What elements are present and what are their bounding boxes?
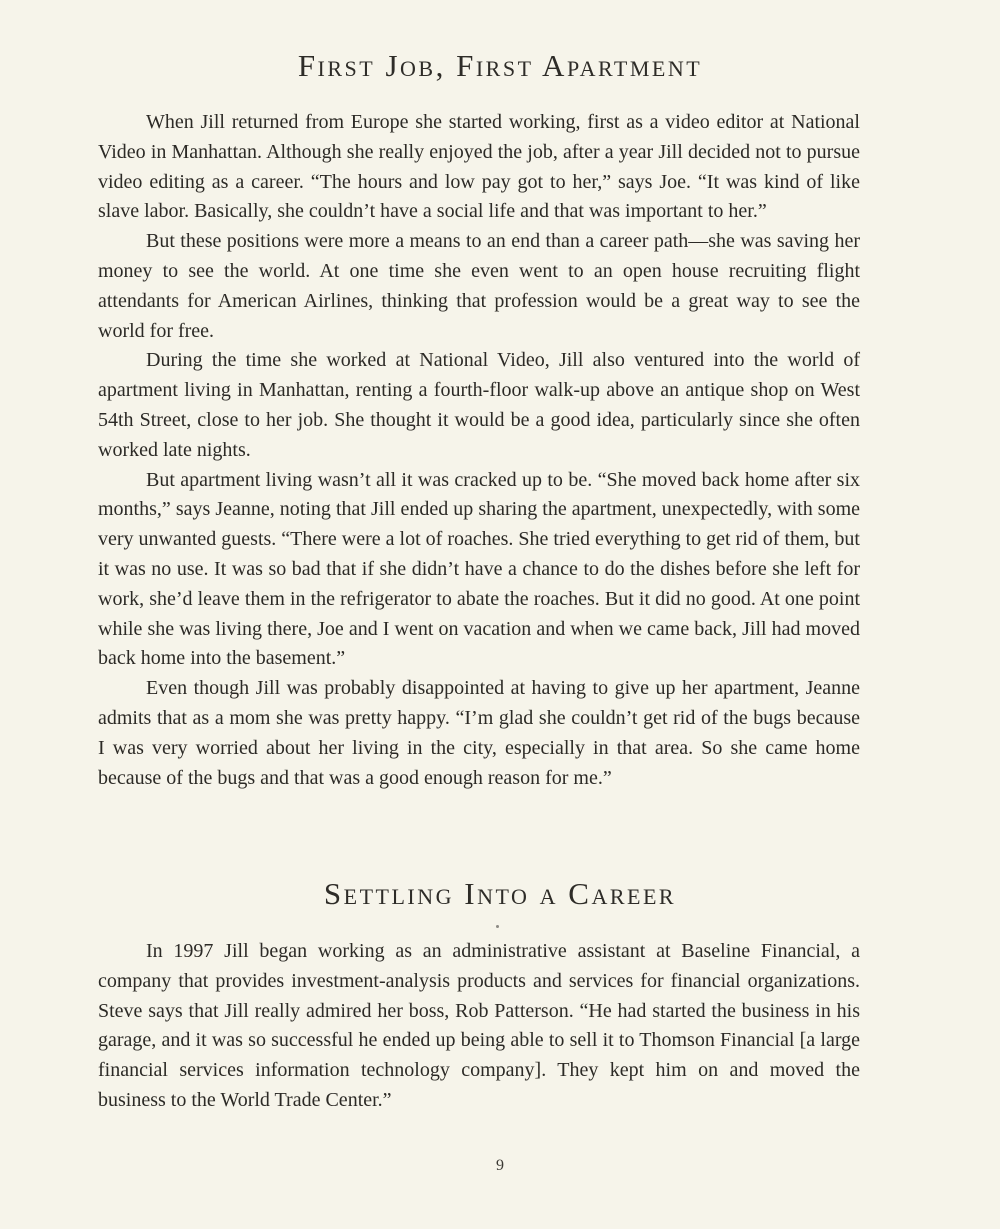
section-body-settling-career — [98, 937, 860, 1116]
paragraph: But apartment living wasn’t all it was cracked up to be. “She moved back home after six months,” says Jeanne, noting that Jill ended up sharing the apartment, unexpectedly, with some very unwanted guests. “There were a lot of roaches. She tried everything to get rid of them, but it was no use. It was so bad that if she didn’t have a chance to do the dishes before she left for work, she’d leave them in the refrigerator to abate the roaches. But it did no good. At one point while she was living there, Joe and I went on vacation and when we came back, Jill had moved back home into the basement.” — [98, 468, 860, 670]
print-speck — [496, 925, 499, 928]
section-title-first-job: First Job, First Apartment — [297, 48, 703, 83]
section-body-first-job — [98, 108, 860, 793]
paragraph: But these positions were more a means to an end than a career path—she was saving her money to see the world. At one time she even went to an open house recruiting flight attendants for American Airlines, thinking that profession would be a great way to see the world for free. — [98, 230, 860, 342]
paragraph: During the time she worked at National Video, Jill also ventured into the world of apartment living in Manhattan, renting a fourth-floor walk-up above an antique shop on West 54th Street, close to her job. She thought it would be a good idea, particularly since she often worked late nights. — [98, 349, 860, 461]
paragraph: In 1997 Jill began working as an administrative assistant at Baseline Financial, a company that provides investment-analysis products and services for financial organizations. Steve says that Jill really admired her boss, Rob Patterson. “He had started the business in his garage, and it was so successful he ended up being able to sell it to Thomson Financial [a large financial services information technology company]. They kept him on and moved the business to the World Trade Center.” — [98, 940, 860, 1111]
section-title-settling-career: Settling Into a Career — [323, 876, 677, 911]
paragraph: Even though Jill was probably disappointed at having to give up her apartment, Jeanne admits that as a mom she was pretty happy. “I’m glad she couldn’t get rid of the bugs because I was very worried about her living in the city, especially in that area. So she came home because of the bugs and that was a good enough reason for me.” — [98, 677, 860, 789]
page-number: 9 — [496, 1157, 504, 1174]
paragraph: When Jill returned from Europe she started working, first as a video editor at National Video in Manhattan. Although she really enjoyed the job, after a year Jill decided not to pursue video editing as a career. “The hours and low pay got to her,” says Joe. “It was kind of like slave labor. Basically, she couldn’t have a social life and that was important to her.” — [98, 111, 860, 223]
